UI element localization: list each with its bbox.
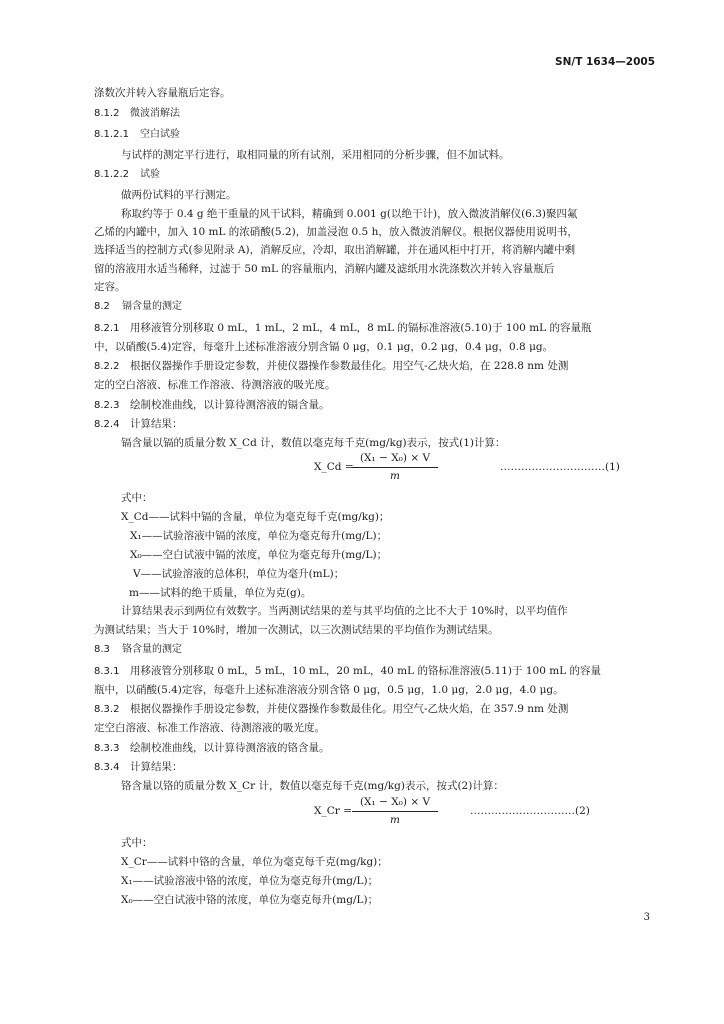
formula-number: …………………………(1) [500,461,620,473]
section-heading [94,128,180,142]
section-title: 铬含量的测定 [122,644,182,655]
paragraph-text: 绘制校准曲线，以计算待测溶液的铬含量。 [130,742,330,754]
section-number: 8.1.2.2 [94,169,129,180]
text-line: 与试样的测定平行进行，取相同量的所有试剂，采用相同的分析步骤，但不加试料。 [121,149,510,161]
text-line: 定的空白溶液、标准工作溶液、待测溶液的吸光度。 [94,379,336,391]
section-number: 8.2 [94,301,110,312]
text-line: 式中： [121,492,153,504]
standard-code: SN/T 1634—2005 [555,56,655,68]
formula-denominator: m [390,814,400,826]
fraction-bar [352,467,438,468]
section-heading [94,168,160,182]
section-number: 8.1.2.1 [94,129,129,140]
text-line [94,359,568,374]
fraction-bar [352,811,438,812]
text-line: 铬含量以铬的质量分数 X_Cr 计，数值以毫克每千克(mg/kg)表示，按式(2)计算： [121,780,504,792]
text-line: 称取约等于 0.4 g 绝干重量的风干试料，精确到 0.001 g(以绝干计)，放入微波消解仪(6.3)聚四氟 [121,208,578,220]
section-title: 试验 [140,169,160,180]
section-title: 微波消解法 [130,108,180,119]
definition-item: X₁——试验溶液中铬的浓度，单位为毫克每升(mg/L)； [121,875,379,887]
definition-item: X_Cr——试料中铬的含量，单位为毫克每千克(mg/kg)； [121,856,388,868]
section-number: 8.3.3 [94,743,120,754]
text-line: 定容。 [94,281,126,293]
section-number: 8.2.2 [94,361,120,372]
section-number: 8.1.2 [94,108,120,119]
definition-item: X_Cd——试料中镉的含量，单位为毫克每千克(mg/kg)； [121,511,390,523]
definition-item: X₁——试验溶液中镉的浓度，单位为毫克每升(mg/L)； [130,530,388,542]
definition-item: X₀——空白试液中镉的浓度，单位为毫克每升(mg/L)； [130,549,388,561]
text-line: 涤数次并转入容量瓶后定容。 [94,87,231,99]
section-heading [94,643,182,657]
section-title: 空白试验 [140,129,180,140]
formula-numerator: (X₁ − X₀) × V [359,452,431,464]
formula-numerator: (X₁ − X₀) × V [359,796,431,808]
text-line: 为测试结果；当大于 10%时，增加一次测试，以三次测试结果的平均值作为测试结果。 [94,624,499,636]
text-line [94,760,183,775]
text-line: 留的溶液用水适当稀释，过滤于 50 mL 的容量瓶内，消解内罐及滤纸用水洗涤数次并转入容量瓶后 [94,263,555,275]
paragraph-text: 绘制校准曲线，以计算待测溶液的镉含量。 [130,399,330,411]
text-line [94,741,330,756]
section-heading [94,300,182,314]
text-line: 计算结果表示到两位有效数字。当两测试结果的差与其平均值的之比不大于 10%时，以平均值作 [121,605,568,617]
formula-lhs: X_Cd = [314,461,354,473]
section-number: 8.2.3 [94,400,120,411]
paragraph-text: 用移液管分别移取 0 mL，1 mL，2 mL，4 mL，8 mL 的镉标准溶液(5.10)于 100 mL 的容量瓶 [130,322,592,334]
section-number: 8.3.1 [94,666,120,677]
text-line [94,702,568,717]
text-line: 镉含量以镉的质量分数 X_Cd 计，数值以毫克每千克(mg/kg)表示，按式(1)计算： [121,437,506,449]
paragraph-text: 根据仪器操作手册设定参数，并使仪器操作参数最佳化。用空气-乙炔火焰，在 228.8 nm 处测 [130,360,569,372]
paragraph-text: 计算结果： [130,418,183,430]
text-line: 乙烯的内罐中，加入 10 mL 的浓硝酸(5.2)，加盖浸泡 0.5 h，放入微波消解仪。根据仪器使用说明书， [94,226,578,238]
section-number: 8.3 [94,644,110,655]
formula-number: …………………………(2) [470,805,590,817]
section-number: 8.3.4 [94,762,120,773]
text-line [94,417,183,432]
text-line: 中，以硝酸(5.4)定容，每毫升上述标准溶液分别含镉 0 μg，0.1 μg，0.2 μg，0.4 μg，0.8 μg。 [94,341,554,353]
definition-item: X₀——空白试液中铬的浓度，单位为毫克每升(mg/L)； [121,894,379,906]
section-number: 8.2.1 [94,323,120,334]
text-line: 定空白溶液、标准工作溶液、待测溶液的吸光度。 [94,722,325,734]
text-line: 瓶中，以硝酸(5.4)定容，每毫升上述标准溶液分别含铬 0 μg，0.5 μg，1.0 μg，2.0 μg，4.0 μg。 [94,684,564,696]
definition-item: m——试料的绝干质量，单位为克(g)。 [129,587,312,599]
formula-lhs: X_Cr = [314,805,352,817]
text-line [94,398,330,413]
definition-item: V——试验溶液的总体积，单位为毫升(mL)； [133,568,345,580]
formula-denominator: m [390,470,400,482]
section-heading [94,107,180,121]
text-line [94,664,601,679]
paragraph-text: 计算结果： [130,761,183,773]
section-number: 8.2.4 [94,419,120,430]
text-line: 做两份试料的平行测定。 [121,189,237,201]
paragraph-text: 根据仪器操作手册设定参数，并使仪器操作参数最佳化。用空气-乙炔火焰，在 357.9 nm 处测 [130,703,569,715]
text-line [94,321,591,336]
section-title: 镉含量的测定 [122,301,182,312]
text-line: 选择适当的控制方式(参见附录 A)，消解反应，冷却，取出消解罐，并在通风柜中打开，将消解内罐中剩 [94,244,576,256]
text-line: 式中： [121,837,153,849]
section-number: 8.3.2 [94,704,120,715]
paragraph-text: 用移液管分别移取 0 mL，5 mL，10 mL，20 mL，40 mL 的铬标准溶液(5.11)于 100 mL 的容量 [130,665,602,677]
page-number: 3 [643,912,650,923]
